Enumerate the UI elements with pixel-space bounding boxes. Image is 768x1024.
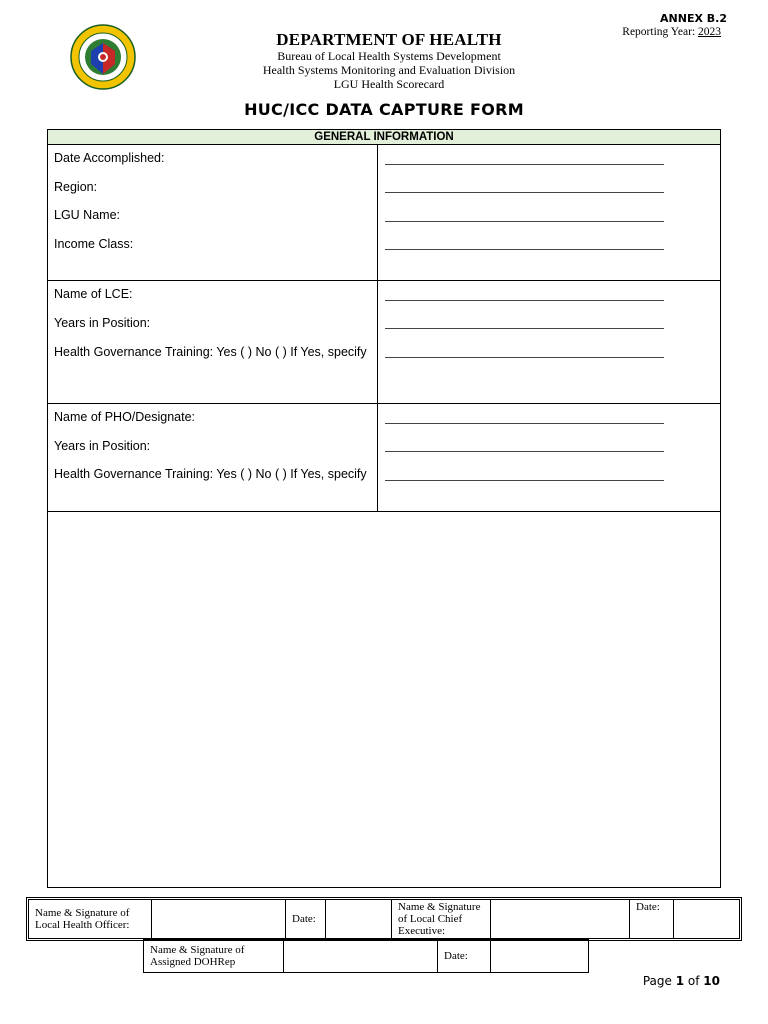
section-divider <box>47 280 721 281</box>
dohrep-date-field[interactable] <box>491 940 589 973</box>
page-total: 10 <box>703 974 720 988</box>
column-divider <box>377 144 378 511</box>
page-number <box>643 974 720 988</box>
dohrep-signature-table <box>143 939 589 973</box>
division-line: Health Systems Monitoring and Evaluation Division <box>262 63 516 77</box>
lce-years-field[interactable] <box>385 328 664 329</box>
lce-signature-field[interactable] <box>491 900 630 939</box>
reporting-year-label: Reporting Year: <box>622 26 696 38</box>
date-accomplished-label: Date Accomplished: <box>54 151 165 165</box>
department-title: DEPARTMENT OF HEALTH <box>276 30 502 49</box>
reporting-year <box>622 26 721 38</box>
bureau-line: Bureau of Local Health Systems Development <box>277 49 501 63</box>
lce-training-label: Health Governance Training: Yes ( ) No ( ) If Yes, specify <box>54 345 367 359</box>
region-field[interactable] <box>385 192 664 193</box>
dohrep-signature-field[interactable] <box>284 940 438 973</box>
income-class-field[interactable] <box>385 249 664 250</box>
pho-years-label: Years in Position: <box>54 439 151 453</box>
lce-date-field[interactable] <box>674 900 740 939</box>
section-divider <box>47 511 721 512</box>
lho-signature-field[interactable] <box>152 900 286 939</box>
page-of: of <box>687 974 700 988</box>
pho-training-label: Health Governance Training: Yes ( ) No ( ) If Yes, specify <box>54 467 367 481</box>
pho-name-field[interactable] <box>385 423 664 424</box>
signature-table <box>28 899 740 939</box>
lce-years-label: Years in Position: <box>54 316 151 330</box>
region-label: Region: <box>54 180 98 194</box>
date-accomplished-field[interactable] <box>385 164 664 165</box>
pho-years-field[interactable] <box>385 451 664 452</box>
page-word: Page <box>642 974 672 988</box>
lce-signature-label: Name & Signature of Local Chief Executive: <box>392 900 491 939</box>
lce-date-label: Date: <box>630 900 674 939</box>
form-title: HUC/ICC DATA CAPTURE FORM <box>244 100 524 119</box>
general-information-heading: GENERAL INFORMATION <box>48 130 720 145</box>
income-class-label: Income Class: <box>54 237 134 251</box>
doh-seal-logo <box>70 24 136 90</box>
lho-signature-label: Name & Signature of Local Health Officer: <box>29 900 152 939</box>
pho-training-field[interactable] <box>385 480 664 481</box>
dohrep-date-label: Date: <box>438 940 491 973</box>
page-current: 1 <box>675 974 685 988</box>
pho-name-label: Name of PHO/Designate: <box>54 410 196 424</box>
lgu-name-field[interactable] <box>385 221 664 222</box>
general-information-box <box>47 129 721 888</box>
dohrep-signature-label: Name & Signature of Assigned DOHRep <box>144 940 284 973</box>
reporting-year-value: 2023 <box>698 26 721 38</box>
scorecard-line: LGU Health Scorecard <box>333 77 445 91</box>
annex-label: ANNEX B.2 <box>660 12 727 25</box>
lce-name-field[interactable] <box>385 300 664 301</box>
lho-date-field[interactable] <box>326 900 392 939</box>
lce-name-label: Name of LCE: <box>54 287 133 301</box>
lgu-name-label: LGU Name: <box>54 208 120 222</box>
lho-date-label: Date: <box>286 900 326 939</box>
section-divider <box>47 403 721 404</box>
lce-training-field[interactable] <box>385 357 664 358</box>
